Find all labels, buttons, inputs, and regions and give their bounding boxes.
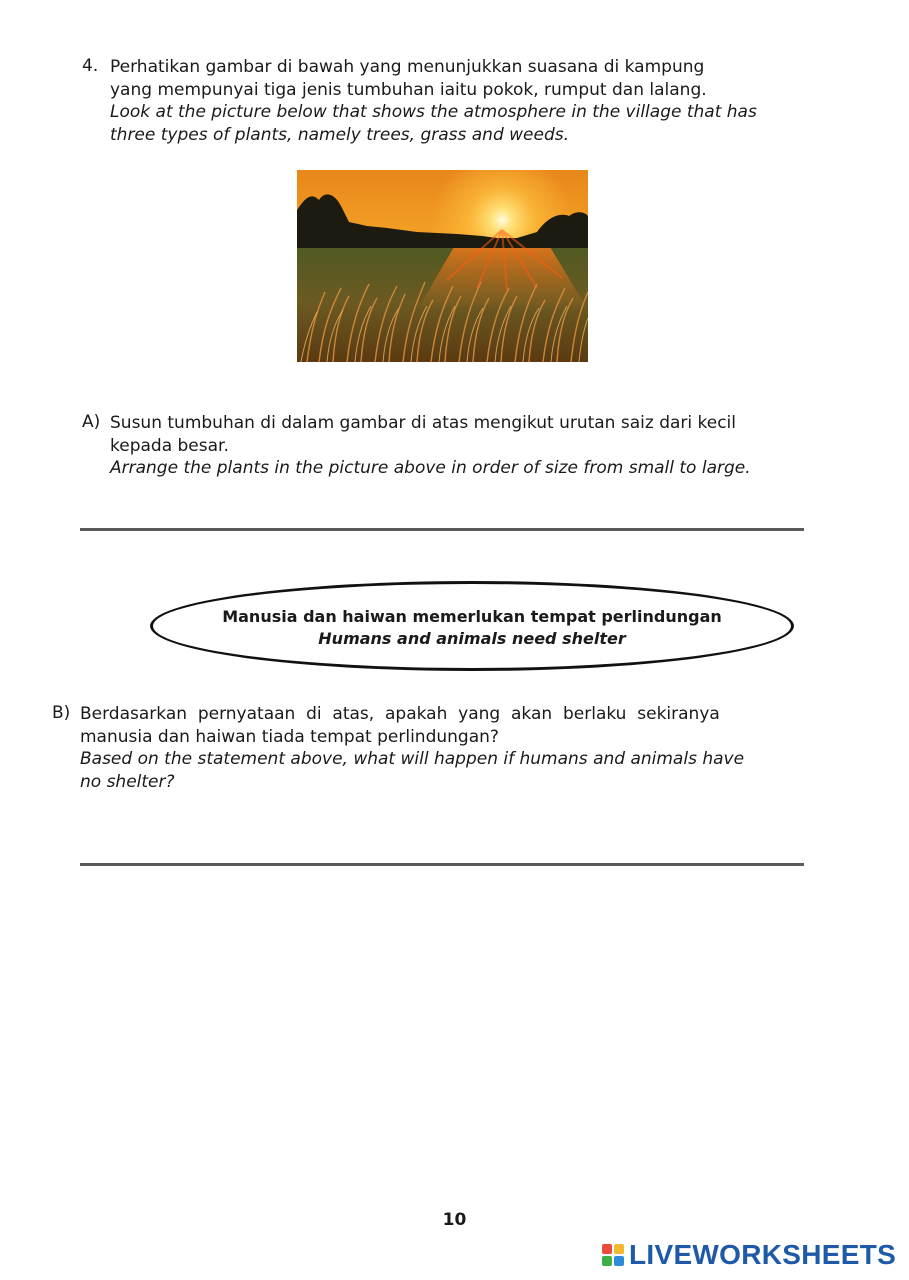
question-en-line-1: Look at the picture below that shows the atmosphere in the village that has bbox=[110, 102, 757, 122]
question-en-line-2: three types of plants, namely trees, grass and weeds. bbox=[110, 124, 570, 145]
part-a-ms-line-1: Susun tumbuhan di dalam gambar di atas mengikut urutan saiz dari kecil bbox=[110, 413, 737, 433]
question-number: 4. bbox=[82, 56, 99, 76]
answer-line-a[interactable] bbox=[80, 528, 804, 531]
statement-ms: Manusia dan haiwan memerlukan tempat perlindungan bbox=[222, 607, 722, 626]
statement-box bbox=[150, 581, 794, 671]
liveworksheets-brand bbox=[602, 1238, 896, 1272]
sunset-field-photo bbox=[297, 170, 588, 362]
part-a-letter: A) bbox=[82, 412, 101, 432]
question-text bbox=[110, 56, 810, 146]
question-ms-line-2: yang mempunyai tiga jenis tumbuhan iaitu pokok, rumput dan lalang. bbox=[110, 79, 707, 100]
part-b-en-line-1: Based on the statement above, what will happen if humans and animals have bbox=[80, 749, 745, 769]
part-b-ms-line-1: Berdasarkan pernyataan di atas, apakah yang akan berlaku sekiranya bbox=[80, 704, 720, 724]
part-a-en-line-1: Arrange the plants in the picture above in order of size from small to large. bbox=[110, 458, 751, 478]
question-ms-line-1: Perhatikan gambar di bawah yang menunjukkan suasana di kampung bbox=[110, 57, 705, 77]
liveworksheets-logo-icon bbox=[602, 1244, 624, 1266]
part-b-en-line-2: no shelter? bbox=[80, 771, 175, 792]
part-b-ms-line-2: manusia dan haiwan tiada tempat perlindungan? bbox=[80, 726, 499, 747]
answer-line-b[interactable] bbox=[80, 863, 804, 866]
statement-en: Humans and animals need shelter bbox=[318, 629, 626, 648]
part-a-text bbox=[110, 412, 810, 480]
page-number: 10 bbox=[442, 1210, 467, 1230]
part-a-ms-line-2: kepada besar. bbox=[110, 435, 229, 456]
liveworksheets-wordmark: LIVEWORKSHEETS bbox=[629, 1239, 897, 1270]
part-b-letter: B) bbox=[52, 703, 71, 723]
part-b-text bbox=[80, 703, 804, 793]
